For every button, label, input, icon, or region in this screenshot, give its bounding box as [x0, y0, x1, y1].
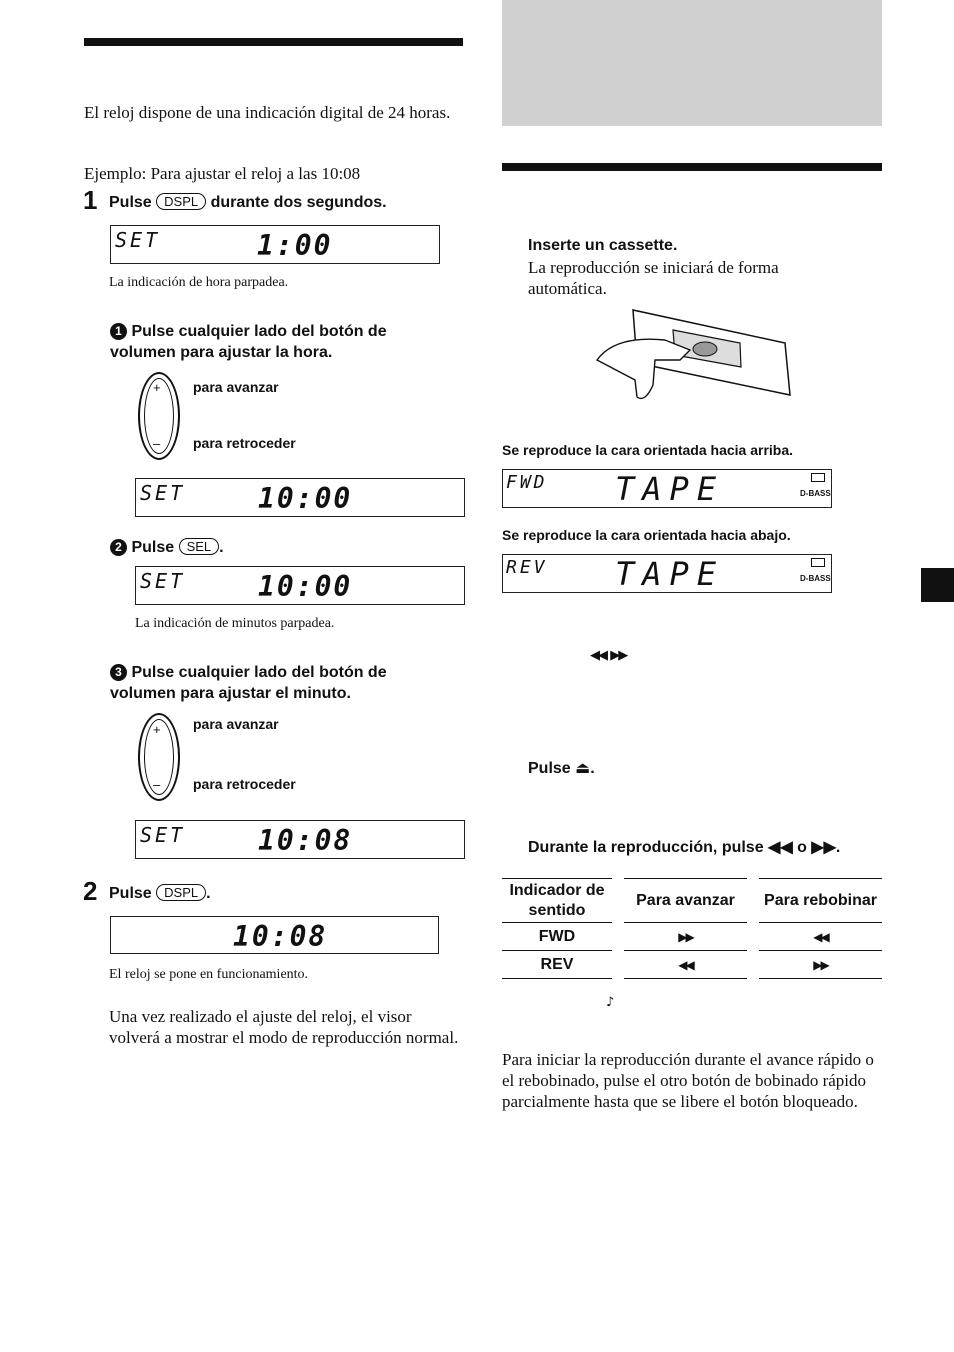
insert-title: Inserte un cassette. — [528, 237, 678, 254]
step-1-number: 1 — [83, 185, 98, 215]
plus-sign-1: + — [153, 380, 161, 395]
th-indicator: Indicador de sentido — [502, 878, 612, 923]
step-1-instruction: Pulse DSPL durante dos segundos. — [109, 194, 387, 211]
table-cell: ◀◀ — [624, 951, 747, 979]
substep-3: 3 Pulse cualquier lado del botón de volumen para ajustar el minuto. — [110, 664, 387, 702]
dbass-label: D-BASS — [800, 489, 831, 498]
label-forward-2: para avanzar — [193, 716, 279, 732]
table-cell: FWD — [502, 923, 612, 951]
page-tab-marker — [921, 568, 954, 602]
circle-number-3: 3 — [110, 664, 127, 681]
lcd-time: 10:00 — [258, 570, 353, 603]
intro-text: El reloj dispone de una indicación digital de 24 horas. — [84, 103, 451, 122]
cassette-insert-illustration — [595, 305, 795, 410]
substep-2: 2 Pulse SEL . — [110, 538, 224, 557]
table-cell: ◀◀ — [759, 923, 882, 951]
closing-text-right: Para iniciar la reproducción durante el avance rápido o el rebobinado, pulse el otro botón de bobinado rápido parcialmente hasta que se libere el botón bloqueado. — [502, 1050, 874, 1111]
lcd-display-5 — [110, 916, 439, 954]
sel-key: SEL — [179, 538, 220, 555]
label-backward-1: para retroceder — [193, 435, 296, 451]
lcd-tape-label: TAPE — [615, 555, 725, 593]
dspl-key-2: DSPL — [156, 884, 206, 901]
right-header-rule — [502, 163, 882, 171]
dbass-label: D-BASS — [800, 574, 831, 583]
lcd-time: 1:00 — [257, 229, 333, 262]
grey-header-box — [502, 0, 882, 126]
th-forward: Para avanzar — [624, 878, 747, 923]
cassette-icon — [811, 473, 825, 482]
step-2-number: 2 — [83, 876, 98, 906]
caption-minute-blink: La indicación de minutos parpadea. — [135, 616, 335, 631]
lcd-set-label: SET — [140, 823, 186, 847]
face-up-caption: Se reproduce la cara orientada hacia arriba. — [502, 442, 794, 458]
table-cell: ▶▶ — [624, 923, 747, 951]
substep-1: 1 Pulse cualquier lado del botón de volumen para ajustar la hora. — [110, 323, 387, 361]
face-down-caption: Se reproduce la cara orientada hacia abajo. — [502, 527, 791, 543]
eject-instruction: Pulse ⏏. — [528, 758, 595, 777]
lcd-rev-label: REV — [506, 557, 548, 578]
ff-rew-icons: ◀◀ ▶▶ — [590, 648, 627, 663]
lcd-set-label: SET — [115, 228, 161, 252]
lcd-display-2 — [135, 478, 465, 517]
table-cell: REV — [502, 951, 612, 979]
minus-sign-1: – — [153, 436, 161, 451]
step-2-instruction: Pulse DSPL . — [109, 885, 211, 902]
tape-direction-glyph: ♪ — [606, 995, 615, 1010]
lcd-time: 10:00 — [258, 482, 353, 515]
th-rewind: Para rebobinar — [759, 878, 882, 923]
lcd-time: 10:08 — [258, 824, 353, 857]
left-header-rule — [84, 38, 463, 46]
lcd-set-label: SET — [140, 569, 186, 593]
eject-icon: ⏏ — [575, 758, 591, 777]
label-backward-2: para retroceder — [193, 776, 296, 792]
cassette-icon — [811, 558, 825, 567]
closing-text-left: Una vez realizado el ajuste del reloj, el visor volverá a mostrar el modo de reproducción normal. — [109, 1007, 459, 1047]
plus-sign-2: + — [153, 722, 161, 737]
lcd-display-3 — [135, 566, 465, 605]
caption-hour-blink: La indicación de hora parpadea. — [109, 275, 289, 290]
ff-instruction: Durante la reproducción, pulse ◀◀ o ▶▶. — [528, 839, 841, 856]
caption-clock-running: El reloj se pone en funcionamiento. — [109, 967, 309, 982]
lcd-set-label: SET — [140, 481, 186, 505]
direction-table — [502, 878, 882, 979]
example-text: Ejemplo: Para ajustar el reloj a las 10:08 — [84, 164, 361, 183]
circle-number-1: 1 — [110, 323, 127, 340]
dspl-key: DSPL — [156, 193, 206, 210]
lcd-tape-label: TAPE — [615, 470, 725, 508]
lcd-fwd-tape — [502, 469, 832, 508]
insert-desc: La reproducción se iniciará de forma automática. — [528, 258, 779, 298]
label-forward-1: para avanzar — [193, 379, 279, 395]
lcd-rev-tape — [502, 554, 832, 593]
minus-sign-2: – — [153, 777, 161, 792]
lcd-display-4 — [135, 820, 465, 859]
lcd-display-1 — [110, 225, 440, 264]
lcd-fwd-label: FWD — [506, 472, 548, 493]
table-cell: ▶▶ — [759, 951, 882, 979]
circle-number-2: 2 — [110, 539, 127, 556]
lcd-time: 10:08 — [233, 920, 328, 953]
